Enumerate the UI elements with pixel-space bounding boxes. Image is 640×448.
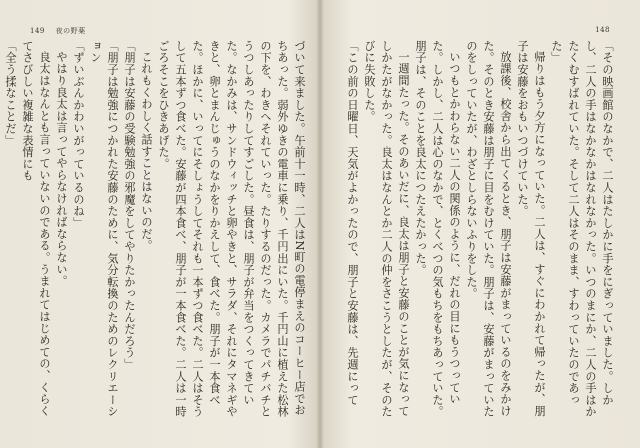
paragraph: 一週間たった。そのあいだに、良太は朋子と安藤のことが気になってしかたがなかった。良太はなんとか二人の仲をさこうとしたが、そのたびに失敗した。	[363, 40, 410, 418]
paragraph: 「ずいぶんかわいがっているのね」	[72, 40, 85, 229]
paragraph: 放課後、校舎から出てくるとき、朋子は安藤がまっているのをみかけた。そのとき安藤は朋子に目をむけていた。朋子は、安藤がまっていたのをしっていたが、わざとしらないふりをした。	[465, 40, 512, 418]
paragraph: 「朋子は勉強につかれた安藤のために、気分転換のためのレクリエーション	[89, 40, 119, 418]
paragraph: 良太はなんとも言っていないのである。うまれてはじめての、くらくてさびしい複雑な表情にも	[21, 40, 51, 417]
book-gutter	[316, 0, 324, 448]
right-page-header	[595, 26, 610, 34]
right-page-number: 148	[595, 26, 610, 34]
paragraph: 「全う揉なことだ」	[4, 40, 17, 147]
left-page-text	[4, 40, 308, 420]
paragraph: 帰りはもう夕方になっていた。二人は、すぐにわかれて帰ったが、朋子は安藤をおもいつづけていた。	[516, 40, 546, 417]
running-title: 夜の野薬	[55, 27, 86, 35]
paragraph: づいて来ました。午前十一時、二人はN町の電停まえのコーヒー店でおちあった。弱外ゆきの電車に乗り、千円出にいた。千円山に植えた松林の下を、わきへそれていった。たりするのだった。カメラでパチバチとうつしあったりしてすごした。昼食は、朋子が弁当をつくってきていた。なかみは、サンドウィッチと卵やきと、サラダ、それにタマネギやきと、卵とまんじゅうのなかをりかえして、食べた。朋子が一本食べた。ほかに、いってにそしょうしてそれも一本ずつ食べた。二人はそうして五本ずつ食べた。安藤が四本食べ、朋子が一本食べた。二人は一時ごろそこをひきあげた。	[157, 40, 306, 418]
paragraph: やはり良太は言ってやらなければならない。	[55, 51, 68, 288]
paragraph: 「その映画館のなかで、二人はたしかに手をにぎっていました。しかし、二人の手はなかなかはなれなかった。いつのまにか、二人の手はかたくむすばれていた。そして二人はそのまま、すわっていたのであった」	[550, 40, 614, 418]
right-page-text	[348, 40, 616, 420]
left-page-header	[30, 26, 86, 36]
paragraph: いつもとかわらない二人の関係のように、だれの目にもうつっていた。しかし、二人は心のなかで、とくべつの気もちをもちあっていた。朋子は、そのことを良太につたえたかった。	[414, 40, 461, 418]
paragraph: これもくわしく話すことはないのだ。	[140, 51, 153, 252]
paragraph: 「この前の日曜日、天気がよかったので、朋子と安藤は、先週にって	[346, 40, 359, 406]
paragraph: 「朋子は安藤の受験勉強の邪魔をしてやりたかったんだろう」	[123, 40, 136, 371]
left-page-number: 149	[30, 27, 45, 35]
